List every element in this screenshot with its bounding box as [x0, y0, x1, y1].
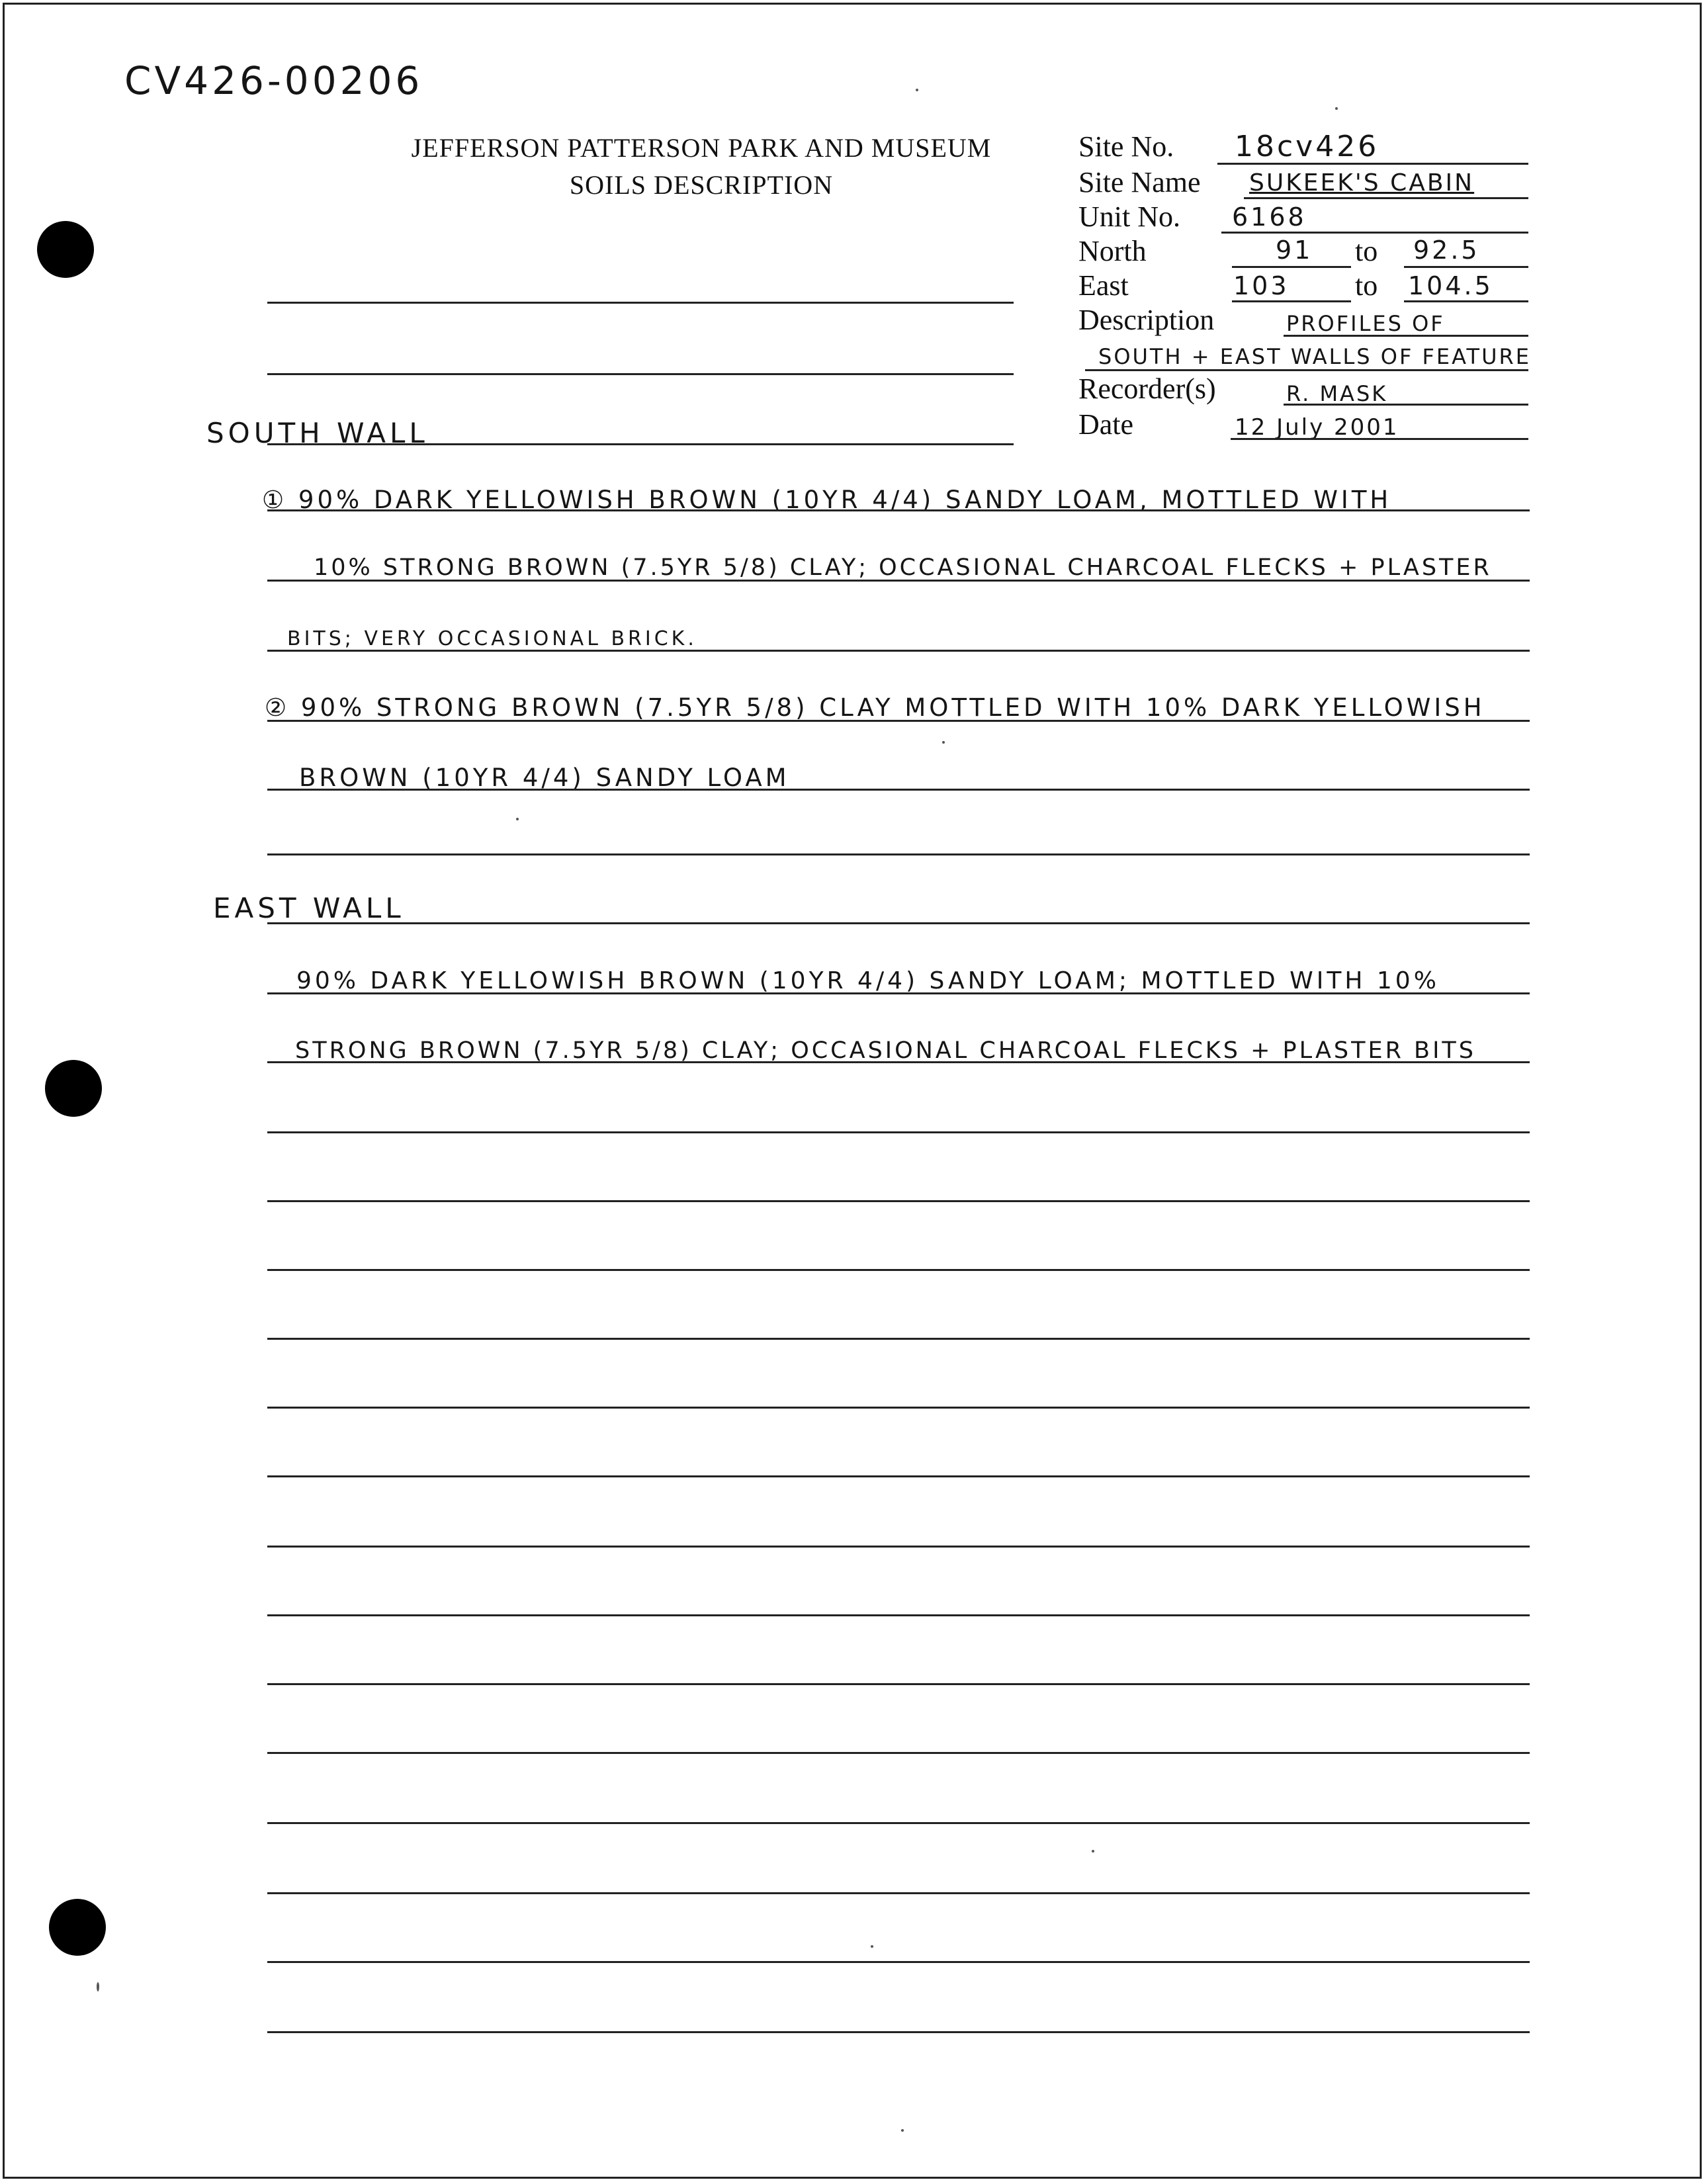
blank-rule-7 — [267, 1546, 1530, 1548]
recorder-label: Recorder(s) — [1078, 372, 1216, 405]
blank-rule-13 — [267, 1961, 1530, 1963]
unit-no-rule — [1221, 232, 1528, 234]
blank-rule-12 — [267, 1892, 1530, 1894]
unit-no-label: Unit No. — [1078, 200, 1180, 233]
east-wall-heading: EAST WALL — [213, 892, 405, 924]
east-from-rule — [1232, 300, 1351, 302]
blank-rule-6 — [267, 1475, 1530, 1477]
north-to-value: 92.5 — [1413, 236, 1480, 265]
text-rule-9 — [267, 1061, 1530, 1063]
page-border — [3, 3, 1702, 2179]
header-rule-2 — [267, 373, 1014, 375]
blank-rule-1 — [267, 1131, 1530, 1133]
east-to-value: 104.5 — [1408, 271, 1493, 300]
scan-speck — [1335, 107, 1338, 110]
recorder-rule — [1284, 404, 1528, 406]
text-rule-8 — [267, 992, 1530, 994]
north-from-rule — [1232, 266, 1351, 268]
blank-rule-3 — [267, 1269, 1530, 1271]
north-to-rule — [1404, 266, 1528, 268]
punch-hole-middle — [45, 1060, 102, 1117]
east-label: East — [1078, 269, 1129, 302]
text-rule-2 — [267, 580, 1530, 582]
scan-speck — [871, 1945, 873, 1948]
text-rule-4 — [267, 720, 1530, 722]
scan-speck — [901, 2129, 904, 2132]
description-rule-1 — [1284, 335, 1528, 337]
east-wall-line-1: 90% DARK YELLOWISH BROWN (10YR 4/4) SANDY LOAM; MOTTLED WITH 10% — [296, 967, 1440, 994]
scan-speck — [1092, 1850, 1094, 1853]
description-label: Description — [1078, 304, 1215, 336]
blank-rule-11 — [267, 1822, 1530, 1824]
blank-rule-10 — [267, 1752, 1530, 1754]
text-rule-7 — [267, 922, 1530, 924]
south-wall-line-3: BITS; VERY OCCASIONAL BRICK. — [287, 627, 697, 650]
scan-speck — [516, 818, 519, 820]
form-title: JEFFERSON PATTERSON PARK AND MUSEUM — [411, 133, 992, 163]
east-to-label: to — [1355, 269, 1378, 302]
site-no-label: Site No. — [1078, 130, 1174, 163]
header-rule-1 — [267, 302, 1014, 304]
blank-rule-9 — [267, 1683, 1530, 1685]
form-subtitle: SOILS DESCRIPTION — [569, 170, 834, 200]
south-wall-line-4: ② 90% STRONG BROWN (7.5YR 5/8) CLAY MOTTLED WITH 10% DARK YELLOWISH — [265, 693, 1485, 722]
text-rule-3 — [267, 650, 1530, 652]
north-label: North — [1078, 235, 1147, 267]
recorder-value: R. MASK — [1286, 381, 1388, 406]
punch-hole-bottom — [49, 1899, 106, 1956]
date-label: Date — [1078, 408, 1134, 441]
site-name-label: Site Name — [1078, 166, 1201, 198]
site-name-rule — [1244, 197, 1528, 199]
east-wall-line-2: STRONG BROWN (7.5YR 5/8) CLAY; OCCASIONAL CHARCOAL FLECKS + PLASTER BITS — [295, 1037, 1476, 1064]
north-from-value: 91 — [1276, 236, 1313, 265]
punch-hole-top — [37, 221, 94, 278]
scan-speck — [916, 89, 918, 91]
site-no-value: 18cv426 — [1235, 130, 1379, 163]
site-name-value: SUKEEK'S CABIN — [1249, 169, 1475, 197]
document-id: CV426-00206 — [124, 58, 423, 103]
south-wall-line-2: 10% STRONG BROWN (7.5YR 5/8) CLAY; OCCASIONAL CHARCOAL FLECKS + PLASTER — [314, 554, 1492, 581]
north-to-label: to — [1355, 235, 1378, 267]
text-rule-6 — [267, 853, 1530, 855]
south-wall-line-5: BROWN (10YR 4/4) SANDY LOAM — [299, 764, 790, 792]
blank-rule-14 — [267, 2031, 1530, 2033]
description-rule-2 — [1085, 369, 1528, 371]
scan-speck — [97, 1982, 99, 1991]
south-wall-line-1: ① 90% DARK YELLOWISH BROWN (10YR 4/4) SANDY LOAM, MOTTLED WITH — [262, 486, 1392, 514]
scan-speck — [942, 741, 945, 744]
text-rule-5 — [267, 789, 1530, 791]
south-wall-heading: SOUTH WALL — [206, 417, 429, 449]
blank-rule-4 — [267, 1338, 1530, 1340]
site-no-rule — [1217, 163, 1528, 165]
south-wall-heading-rule — [267, 443, 1014, 445]
blank-rule-5 — [267, 1407, 1530, 1409]
text-rule-1 — [267, 509, 1530, 511]
description-value-line1: PROFILES OF — [1286, 311, 1445, 336]
date-value: 12 July 2001 — [1235, 414, 1399, 441]
date-rule — [1231, 438, 1528, 440]
blank-rule-8 — [267, 1614, 1530, 1616]
unit-no-value: 6168 — [1232, 202, 1307, 232]
blank-rule-2 — [267, 1200, 1530, 1202]
east-to-rule — [1404, 300, 1528, 302]
description-value-line2: SOUTH + EAST WALLS OF FEATURE — [1098, 344, 1531, 369]
east-from-value: 103 — [1233, 271, 1290, 300]
